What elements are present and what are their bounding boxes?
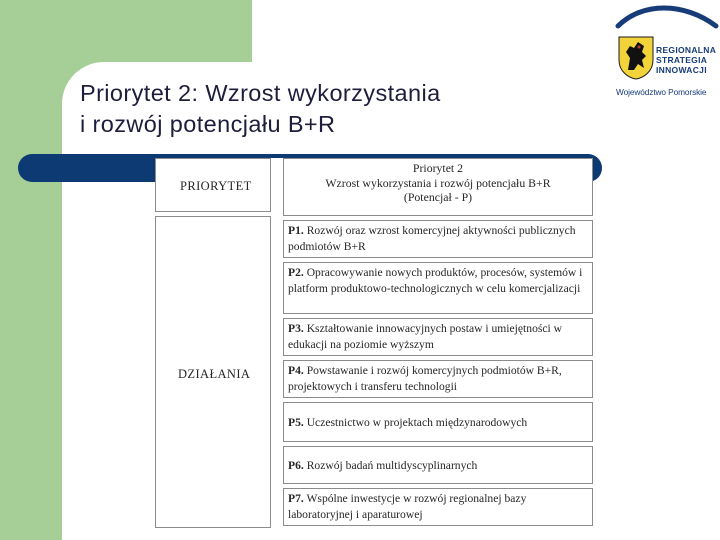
action-row-p2 — [283, 262, 593, 314]
griffin-coat-of-arms-icon — [618, 36, 654, 80]
action-code: P2. — [288, 266, 304, 279]
header-line1: Priorytet 2 — [412, 161, 464, 175]
action-row-p7 — [283, 488, 593, 526]
action-text: Opracowywanie nowych produktów, procesów, systemów i platform produktowo-technologicznych w celu komercjalizacji — [288, 266, 583, 295]
action-code: P6. — [288, 459, 304, 472]
logo-line1: REGIONALNA — [656, 45, 717, 55]
action-code: P5. — [288, 416, 304, 429]
logo-line3: INNOWACJI — [656, 65, 707, 75]
action-text: Rozwój badań multidyscyplinarnych — [306, 459, 478, 472]
header-line2: Wzrost wykorzystania i rozwój potencjału B+R — [325, 175, 551, 190]
regional-strategy-logo — [612, 0, 720, 100]
action-text: Powstawanie i rozwój komercyjnych podmiotów B+R, projektowych i transferu technologii — [288, 364, 562, 393]
action-row-p5 — [283, 402, 593, 442]
priority-label: PRIORYTET — [180, 179, 252, 193]
logo-subtitle: Województwo Pomorskie — [616, 87, 707, 97]
action-text: Kształtowanie innowacyjnych postaw i umiejętności w edukacji na poziomie wyższym — [288, 322, 563, 351]
slide-title-line1: Priorytet 2: Wzrost wykorzystania — [80, 80, 441, 106]
slide-title-line2: i rozwój potencjału B+R — [80, 111, 336, 137]
action-code: P3. — [288, 322, 304, 335]
priority-header-cell — [283, 158, 593, 216]
action-text: Rozwój oraz wzrost komercyjnej aktywności publicznych podmiotów B+R — [288, 224, 576, 253]
action-row-p3 — [283, 318, 593, 356]
actions-label-cell — [155, 216, 271, 528]
action-row-p4 — [283, 360, 593, 398]
action-code: P1. — [288, 224, 304, 237]
action-row-p6 — [283, 446, 593, 484]
header-line3: (Potencjał - P) — [403, 190, 473, 204]
action-text: Wspólne inwestycje w rozwój regionalnej bazy laboratoryjnej i aparaturowej — [288, 492, 527, 521]
priority-table — [155, 158, 593, 528]
action-row-p1 — [283, 220, 593, 258]
priority-label-cell — [155, 158, 271, 212]
action-code: P4. — [288, 364, 304, 377]
actions-label: DZIAŁANIA — [178, 367, 251, 381]
action-code: P7. — [288, 492, 304, 505]
logo-line2: STRATEGIA — [656, 55, 708, 65]
slide-title — [80, 78, 441, 140]
action-text: Uczestnictwo w projektach międzynarodowych — [306, 416, 528, 429]
